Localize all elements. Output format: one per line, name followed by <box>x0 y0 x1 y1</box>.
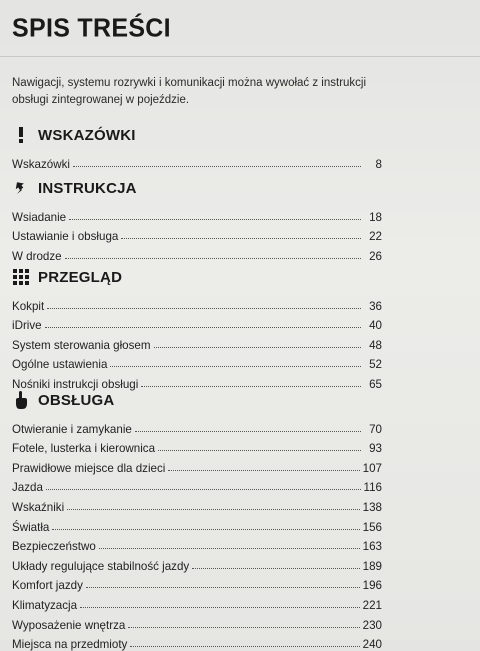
toc-entry[interactable] <box>12 514 382 534</box>
hand-pointer-icon <box>12 391 30 409</box>
leader-dots <box>65 258 361 259</box>
entry-page-number: 107 <box>362 461 382 475</box>
entry-page-number: 240 <box>362 638 382 651</box>
intro-paragraph: Nawigacji, systemu rozrywki i komunikacji można wywołać z instrukcji obsługi zintegrowanej w pojeździe. <box>12 77 367 106</box>
entry-page-number: 93 <box>369 442 382 456</box>
toc-entry[interactable] <box>12 313 382 333</box>
entry-label: Ogólne ustawienia <box>12 358 108 372</box>
section-title: INSTRUKCJA <box>38 179 137 197</box>
toc-entry[interactable] <box>12 592 382 612</box>
entry-page-number: 52 <box>369 358 382 372</box>
toc-entry[interactable] <box>12 534 382 554</box>
section-header <box>12 265 382 289</box>
toc-entry[interactable] <box>12 475 382 495</box>
entry-label: Nośniki instrukcji obsługi <box>12 377 139 391</box>
toc-entry[interactable] <box>12 151 382 171</box>
toc-entry[interactable] <box>12 243 382 263</box>
toc-entry[interactable] <box>12 416 382 436</box>
leader-dots <box>69 219 361 220</box>
leader-dots <box>52 529 359 530</box>
toc-entry[interactable] <box>12 293 382 313</box>
entry-page-number: 116 <box>363 481 382 495</box>
leader-dots <box>158 450 361 451</box>
entry-page-number: 22 <box>369 230 382 244</box>
entry-page-number: 36 <box>369 299 382 313</box>
entry-label: Ustawianie i obsługa <box>12 230 119 244</box>
entry-label: Układy regulujące stabilność jazdy <box>12 559 190 573</box>
toc-entry[interactable] <box>12 204 382 224</box>
toc-entry[interactable] <box>12 494 382 514</box>
entry-page-number: 40 <box>369 319 382 333</box>
title-divider <box>0 56 480 57</box>
leader-dots <box>47 308 361 309</box>
toc-entry[interactable] <box>12 573 382 593</box>
leader-dots <box>130 646 359 647</box>
leader-dots <box>168 470 359 471</box>
leader-dots <box>128 627 359 628</box>
section-obsluga <box>12 388 382 651</box>
toc-entry[interactable] <box>12 224 382 244</box>
entry-label: Otwieranie i zamykanie <box>12 422 132 436</box>
leader-dots <box>67 509 359 510</box>
page-title: SPIS TREŚCI <box>12 13 171 43</box>
leader-dots <box>86 587 360 588</box>
section-header <box>12 388 382 412</box>
leader-dots <box>80 607 360 608</box>
entry-page-number: 26 <box>369 249 382 263</box>
toc-entry[interactable] <box>12 612 382 632</box>
entry-label: Klimatyzacja <box>12 598 78 612</box>
leader-dots <box>121 238 361 239</box>
entry-label: Wyposażenie wnętrza <box>12 618 126 632</box>
entry-label: Wskaźniki <box>12 500 65 514</box>
section-header <box>12 176 382 200</box>
leader-dots <box>110 366 361 367</box>
entry-label: Prawidłowe miejsce dla dzieci <box>12 461 166 475</box>
entry-page-number: 48 <box>369 338 382 352</box>
section-title: OBSŁUGA <box>38 391 115 409</box>
toc-entry[interactable] <box>12 352 382 372</box>
entry-label: Jazda <box>12 481 43 495</box>
leader-dots <box>45 327 361 328</box>
entry-page-number: 138 <box>362 500 382 514</box>
toc-entry-list <box>12 293 382 391</box>
section-title: WSKAZÓWKI <box>38 126 136 144</box>
entry-label: Miejsca na przedmioty <box>12 638 128 651</box>
entry-label: W drodze <box>12 249 62 263</box>
entry-page-number: 230 <box>362 618 382 632</box>
leader-dots <box>99 548 360 549</box>
entry-label: Wsiadanie <box>12 210 67 224</box>
entry-page-number: 196 <box>362 579 382 593</box>
section-wskazowki <box>12 123 382 171</box>
entry-label: Fotele, lusterka i kierownica <box>12 442 156 456</box>
toc-entry-list <box>12 416 382 651</box>
toc-entry[interactable] <box>12 332 382 352</box>
leader-dots <box>141 386 361 387</box>
entry-page-number: 189 <box>362 559 382 573</box>
entry-label: Światła <box>12 520 50 534</box>
section-header <box>12 123 382 147</box>
entry-page-number: 65 <box>369 377 382 391</box>
entry-label: Bezpieczeństwo <box>12 540 96 554</box>
entry-label: Wskazówki <box>12 157 70 171</box>
leader-dots <box>73 166 361 167</box>
entry-page-number: 70 <box>369 422 382 436</box>
section-przeglad <box>12 265 382 391</box>
entry-page-number: 156 <box>362 520 382 534</box>
entry-page-number: 8 <box>375 157 382 171</box>
entry-page-number: 163 <box>362 540 382 554</box>
leader-dots <box>192 568 359 569</box>
exclamation-icon <box>12 126 30 144</box>
entry-label: Kokpit <box>12 299 45 313</box>
entry-label: Komfort jazdy <box>12 579 83 593</box>
toc-entry-list <box>12 151 382 171</box>
entry-label: iDrive <box>12 319 42 333</box>
toc-entry-list <box>12 204 382 263</box>
section-title: PRZEGLĄD <box>38 268 123 286</box>
section-instrukcja <box>12 176 382 263</box>
entry-label: System sterowania głosem <box>12 338 151 352</box>
pin-icon <box>12 179 30 197</box>
entry-page-number: 221 <box>362 598 382 612</box>
leader-dots <box>154 347 361 348</box>
toc-entry[interactable] <box>12 455 382 475</box>
leader-dots <box>135 431 361 432</box>
entry-page-number: 18 <box>369 210 382 224</box>
leader-dots <box>46 489 361 490</box>
toc-entry[interactable] <box>12 553 382 573</box>
toc-entry[interactable] <box>12 436 382 456</box>
toc-entry[interactable] <box>12 632 382 651</box>
grid-icon <box>12 268 30 286</box>
